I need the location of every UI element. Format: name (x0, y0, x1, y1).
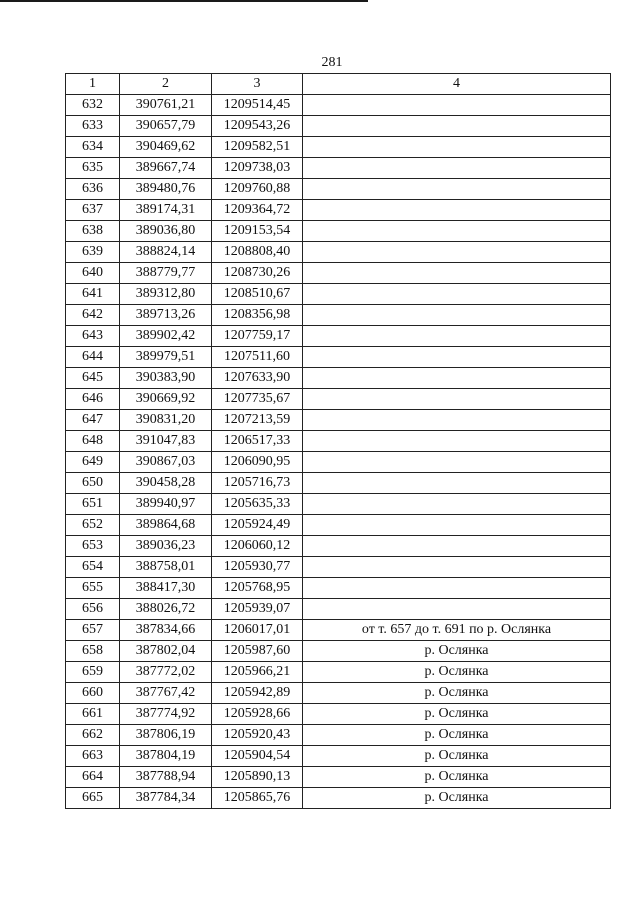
description-cell (303, 473, 611, 494)
table-row (66, 641, 611, 662)
y-coordinate-cell: 1208730,26 (212, 263, 303, 284)
y-coordinate-cell: 1205716,73 (212, 473, 303, 494)
point-number-cell: 661 (66, 704, 120, 725)
description-cell: р. Ослянка (303, 704, 611, 725)
column-header: 3 (212, 74, 303, 95)
point-number-cell: 653 (66, 536, 120, 557)
table-row (66, 326, 611, 347)
x-coordinate-cell: 387806,19 (120, 725, 212, 746)
column-header: 4 (303, 74, 611, 95)
table-row (66, 788, 611, 809)
point-number-cell: 640 (66, 263, 120, 284)
point-number-cell: 656 (66, 599, 120, 620)
page-number: 281 (321, 55, 343, 70)
point-number-cell: 651 (66, 494, 120, 515)
description-cell (303, 515, 611, 536)
description-cell (303, 599, 611, 620)
description-cell (303, 263, 611, 284)
description-cell: р. Ослянка (303, 683, 611, 704)
x-coordinate-cell: 390469,62 (120, 137, 212, 158)
x-coordinate-cell: 390867,03 (120, 452, 212, 473)
point-number-cell: 633 (66, 116, 120, 137)
table-row (66, 389, 611, 410)
point-number-cell: 632 (66, 95, 120, 116)
y-coordinate-cell: 1207633,90 (212, 368, 303, 389)
description-cell: р. Ослянка (303, 788, 611, 809)
table-row (66, 179, 611, 200)
point-number-cell: 662 (66, 725, 120, 746)
table-row (66, 221, 611, 242)
table-row (66, 767, 611, 788)
table-row (66, 515, 611, 536)
point-number-cell: 652 (66, 515, 120, 536)
y-coordinate-cell: 1207759,17 (212, 326, 303, 347)
description-cell (303, 242, 611, 263)
x-coordinate-cell: 389940,97 (120, 494, 212, 515)
description-cell (303, 494, 611, 515)
description-cell (303, 452, 611, 473)
description-cell (303, 578, 611, 599)
table-row (66, 158, 611, 179)
y-coordinate-cell: 1205920,43 (212, 725, 303, 746)
y-coordinate-cell: 1208356,98 (212, 305, 303, 326)
y-coordinate-cell: 1209543,26 (212, 116, 303, 137)
x-coordinate-cell: 389036,23 (120, 536, 212, 557)
y-coordinate-cell: 1205928,66 (212, 704, 303, 725)
y-coordinate-cell: 1206090,95 (212, 452, 303, 473)
table-row (66, 662, 611, 683)
point-number-cell: 642 (66, 305, 120, 326)
coordinates-table (65, 73, 611, 809)
point-number-cell: 647 (66, 410, 120, 431)
x-coordinate-cell: 390761,21 (120, 95, 212, 116)
x-coordinate-cell: 389312,80 (120, 284, 212, 305)
y-coordinate-cell: 1206060,12 (212, 536, 303, 557)
table-row (66, 578, 611, 599)
table-row (66, 410, 611, 431)
description-cell (303, 284, 611, 305)
x-coordinate-cell: 390458,28 (120, 473, 212, 494)
description-cell (303, 347, 611, 368)
point-number-cell: 645 (66, 368, 120, 389)
description-cell: от т. 657 до т. 691 по р. Ослянка (303, 620, 611, 641)
description-cell (303, 158, 611, 179)
x-coordinate-cell: 387804,19 (120, 746, 212, 767)
point-number-cell: 644 (66, 347, 120, 368)
table-row (66, 242, 611, 263)
x-coordinate-cell: 389864,68 (120, 515, 212, 536)
column-header: 2 (120, 74, 212, 95)
description-cell: р. Ослянка (303, 641, 611, 662)
table-row (66, 452, 611, 473)
x-coordinate-cell: 388417,30 (120, 578, 212, 599)
point-number-cell: 658 (66, 641, 120, 662)
description-cell (303, 179, 611, 200)
table-row (66, 95, 611, 116)
table-body (66, 95, 611, 809)
x-coordinate-cell: 389667,74 (120, 158, 212, 179)
table-row (66, 284, 611, 305)
y-coordinate-cell: 1205942,89 (212, 683, 303, 704)
point-number-cell: 654 (66, 557, 120, 578)
x-coordinate-cell: 390831,20 (120, 410, 212, 431)
description-cell (303, 410, 611, 431)
point-number-cell: 663 (66, 746, 120, 767)
description-cell (303, 536, 611, 557)
y-coordinate-cell: 1206017,01 (212, 620, 303, 641)
point-number-cell: 665 (66, 788, 120, 809)
y-coordinate-cell: 1207511,60 (212, 347, 303, 368)
x-coordinate-cell: 388026,72 (120, 599, 212, 620)
y-coordinate-cell: 1207213,59 (212, 410, 303, 431)
point-number-cell: 649 (66, 452, 120, 473)
table-row (66, 599, 611, 620)
description-cell (303, 431, 611, 452)
x-coordinate-cell: 389036,80 (120, 221, 212, 242)
table-row (66, 200, 611, 221)
table-row (66, 347, 611, 368)
table-row (66, 368, 611, 389)
x-coordinate-cell: 387772,02 (120, 662, 212, 683)
table-row (66, 704, 611, 725)
y-coordinate-cell: 1205987,60 (212, 641, 303, 662)
description-cell: р. Ослянка (303, 662, 611, 683)
x-coordinate-cell: 390657,79 (120, 116, 212, 137)
description-cell (303, 95, 611, 116)
y-coordinate-cell: 1209760,88 (212, 179, 303, 200)
y-coordinate-cell: 1205904,54 (212, 746, 303, 767)
x-coordinate-cell: 387784,34 (120, 788, 212, 809)
point-number-cell: 643 (66, 326, 120, 347)
description-cell (303, 221, 611, 242)
x-coordinate-cell: 387788,94 (120, 767, 212, 788)
table-row (66, 473, 611, 494)
y-coordinate-cell: 1208808,40 (212, 242, 303, 263)
table-row (66, 431, 611, 452)
x-coordinate-cell: 387834,66 (120, 620, 212, 641)
description-cell: р. Ослянка (303, 725, 611, 746)
y-coordinate-cell: 1205768,95 (212, 578, 303, 599)
table-row (66, 746, 611, 767)
point-number-cell: 636 (66, 179, 120, 200)
description-cell (303, 326, 611, 347)
point-number-cell: 650 (66, 473, 120, 494)
y-coordinate-cell: 1208510,67 (212, 284, 303, 305)
point-number-cell: 641 (66, 284, 120, 305)
x-coordinate-cell: 388779,77 (120, 263, 212, 284)
y-coordinate-cell: 1209582,51 (212, 137, 303, 158)
y-coordinate-cell: 1209514,45 (212, 95, 303, 116)
description-cell (303, 557, 611, 578)
x-coordinate-cell: 387774,92 (120, 704, 212, 725)
x-coordinate-cell: 387802,04 (120, 641, 212, 662)
point-number-cell: 639 (66, 242, 120, 263)
description-cell (303, 200, 611, 221)
y-coordinate-cell: 1205939,07 (212, 599, 303, 620)
table-row (66, 305, 611, 326)
point-number-cell: 657 (66, 620, 120, 641)
x-coordinate-cell: 390383,90 (120, 368, 212, 389)
description-cell (303, 116, 611, 137)
point-number-cell: 659 (66, 662, 120, 683)
point-number-cell: 635 (66, 158, 120, 179)
y-coordinate-cell: 1209364,72 (212, 200, 303, 221)
table-row (66, 683, 611, 704)
y-coordinate-cell: 1205890,13 (212, 767, 303, 788)
description-cell (303, 305, 611, 326)
x-coordinate-cell: 389174,31 (120, 200, 212, 221)
x-coordinate-cell: 388758,01 (120, 557, 212, 578)
table-row (66, 725, 611, 746)
point-number-cell: 655 (66, 578, 120, 599)
x-coordinate-cell: 389902,42 (120, 326, 212, 347)
point-number-cell: 634 (66, 137, 120, 158)
point-number-cell: 637 (66, 200, 120, 221)
x-coordinate-cell: 389480,76 (120, 179, 212, 200)
y-coordinate-cell: 1209738,03 (212, 158, 303, 179)
description-cell (303, 368, 611, 389)
x-coordinate-cell: 390669,92 (120, 389, 212, 410)
point-number-cell: 646 (66, 389, 120, 410)
table-row (66, 620, 611, 641)
point-number-cell: 648 (66, 431, 120, 452)
scan-edge-line (0, 0, 368, 2)
y-coordinate-cell: 1205966,21 (212, 662, 303, 683)
column-header: 1 (66, 74, 120, 95)
y-coordinate-cell: 1205924,49 (212, 515, 303, 536)
table-row (66, 536, 611, 557)
y-coordinate-cell: 1205635,33 (212, 494, 303, 515)
y-coordinate-cell: 1205930,77 (212, 557, 303, 578)
y-coordinate-cell: 1209153,54 (212, 221, 303, 242)
x-coordinate-cell: 389713,26 (120, 305, 212, 326)
table-row (66, 116, 611, 137)
x-coordinate-cell: 388824,14 (120, 242, 212, 263)
y-coordinate-cell: 1206517,33 (212, 431, 303, 452)
table-row (66, 263, 611, 284)
table-row (66, 137, 611, 158)
x-coordinate-cell: 391047,83 (120, 431, 212, 452)
y-coordinate-cell: 1205865,76 (212, 788, 303, 809)
y-coordinate-cell: 1207735,67 (212, 389, 303, 410)
point-number-cell: 664 (66, 767, 120, 788)
point-number-cell: 660 (66, 683, 120, 704)
table-row (66, 494, 611, 515)
table-header-row (66, 74, 611, 95)
description-cell: р. Ослянка (303, 746, 611, 767)
point-number-cell: 638 (66, 221, 120, 242)
description-cell (303, 389, 611, 410)
x-coordinate-cell: 387767,42 (120, 683, 212, 704)
x-coordinate-cell: 389979,51 (120, 347, 212, 368)
description-cell (303, 137, 611, 158)
table-row (66, 557, 611, 578)
description-cell: р. Ослянка (303, 767, 611, 788)
